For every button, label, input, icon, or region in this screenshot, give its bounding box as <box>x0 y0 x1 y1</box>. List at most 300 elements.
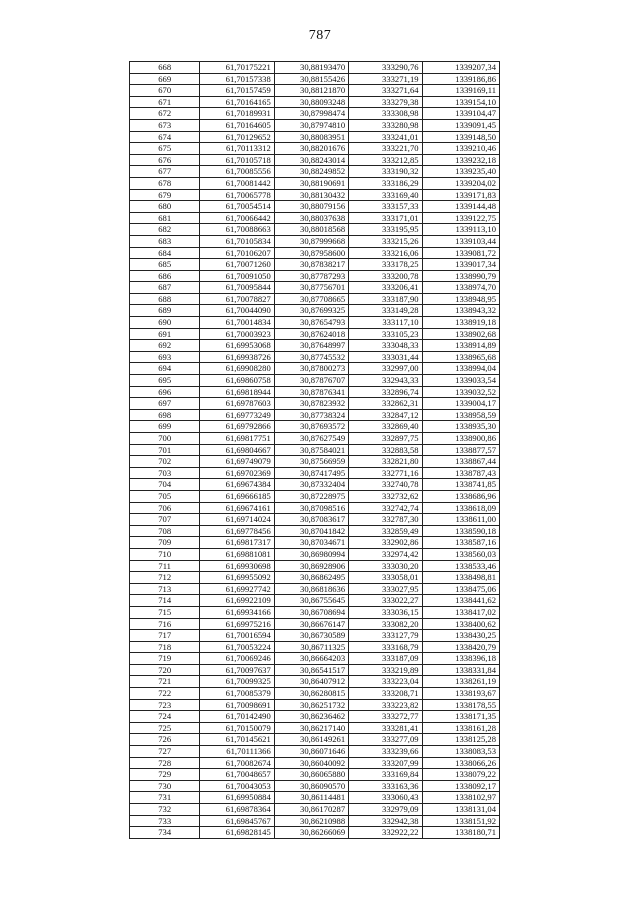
longitude-cell: 30,87876707 <box>274 375 348 387</box>
longitude-cell: 30,86280815 <box>274 688 348 700</box>
longitude-cell: 30,87974810 <box>274 119 348 131</box>
latitude-cell: 61,69845767 <box>200 815 274 827</box>
latitude-cell: 61,70082674 <box>200 757 274 769</box>
longitude-cell: 30,86170287 <box>274 804 348 816</box>
x-coordinate-cell: 332732,62 <box>349 490 422 502</box>
longitude-cell: 30,87998474 <box>274 108 348 120</box>
table-row <box>130 595 500 607</box>
latitude-cell: 61,70157338 <box>200 73 274 85</box>
latitude-cell: 61,69878364 <box>200 804 274 816</box>
table-row <box>130 85 500 97</box>
latitude-cell: 61,70175221 <box>200 62 274 74</box>
table-row <box>130 630 500 642</box>
latitude-cell: 61,69674384 <box>200 479 274 491</box>
latitude-cell: 61,70113312 <box>200 143 274 155</box>
longitude-cell: 30,88018568 <box>274 224 348 236</box>
longitude-cell: 30,87648997 <box>274 340 348 352</box>
longitude-cell: 30,86251732 <box>274 699 348 711</box>
point-number-cell: 717 <box>130 630 200 642</box>
y-coordinate-cell: 1339210,46 <box>422 143 499 155</box>
latitude-cell: 61,70157459 <box>200 85 274 97</box>
longitude-cell: 30,86217140 <box>274 722 348 734</box>
latitude-cell: 61,70098691 <box>200 699 274 711</box>
x-coordinate-cell: 333223,82 <box>349 699 422 711</box>
longitude-cell: 30,87838217 <box>274 259 348 271</box>
longitude-cell: 30,87823932 <box>274 398 348 410</box>
point-number-cell: 686 <box>130 270 200 282</box>
point-number-cell: 668 <box>130 62 200 74</box>
point-number-cell: 692 <box>130 340 200 352</box>
x-coordinate-cell: 333058,01 <box>349 572 422 584</box>
table-row <box>130 433 500 445</box>
latitude-cell: 61,69773249 <box>200 409 274 421</box>
latitude-cell: 61,70142490 <box>200 711 274 723</box>
y-coordinate-cell: 1339169,11 <box>422 85 499 97</box>
longitude-cell: 30,87708665 <box>274 293 348 305</box>
table-row <box>130 340 500 352</box>
y-coordinate-cell: 1338877,57 <box>422 444 499 456</box>
x-coordinate-cell: 333207,99 <box>349 757 422 769</box>
latitude-cell: 61,69860758 <box>200 375 274 387</box>
point-number-cell: 728 <box>130 757 200 769</box>
y-coordinate-cell: 1338533,46 <box>422 560 499 572</box>
table-row <box>130 502 500 514</box>
point-number-cell: 696 <box>130 386 200 398</box>
point-number-cell: 694 <box>130 363 200 375</box>
longitude-cell: 30,88037638 <box>274 212 348 224</box>
longitude-cell: 30,87787293 <box>274 270 348 282</box>
table-row <box>130 757 500 769</box>
table-row <box>130 444 500 456</box>
point-number-cell: 716 <box>130 618 200 630</box>
y-coordinate-cell: 1338902,68 <box>422 328 499 340</box>
table-row <box>130 583 500 595</box>
y-coordinate-cell: 1339204,02 <box>422 177 499 189</box>
point-number-cell: 706 <box>130 502 200 514</box>
longitude-cell: 30,86407912 <box>274 676 348 688</box>
point-number-cell: 679 <box>130 189 200 201</box>
table-row <box>130 456 500 468</box>
x-coordinate-cell: 333208,71 <box>349 688 422 700</box>
longitude-cell: 30,86090570 <box>274 780 348 792</box>
table-row <box>130 653 500 665</box>
latitude-cell: 61,70105834 <box>200 235 274 247</box>
longitude-cell: 30,86711325 <box>274 641 348 653</box>
x-coordinate-cell: 333280,98 <box>349 119 422 131</box>
longitude-cell: 30,88121870 <box>274 85 348 97</box>
longitude-cell: 30,87098516 <box>274 502 348 514</box>
x-coordinate-cell: 333149,28 <box>349 305 422 317</box>
longitude-cell: 30,87332404 <box>274 479 348 491</box>
x-coordinate-cell: 333186,29 <box>349 177 422 189</box>
x-coordinate-cell: 333279,38 <box>349 96 422 108</box>
y-coordinate-cell: 1338900,86 <box>422 433 499 445</box>
y-coordinate-cell: 1338396,18 <box>422 653 499 665</box>
x-coordinate-cell: 333221,70 <box>349 143 422 155</box>
latitude-cell: 61,70088663 <box>200 224 274 236</box>
table-row <box>130 792 500 804</box>
y-coordinate-cell: 1338611,00 <box>422 514 499 526</box>
x-coordinate-cell: 333127,79 <box>349 630 422 642</box>
table-row <box>130 514 500 526</box>
x-coordinate-cell: 333187,09 <box>349 653 422 665</box>
point-number-cell: 709 <box>130 537 200 549</box>
latitude-cell: 61,69674161 <box>200 502 274 514</box>
latitude-cell: 61,70164165 <box>200 96 274 108</box>
coordinate-table-body <box>130 62 500 839</box>
point-number-cell: 721 <box>130 676 200 688</box>
x-coordinate-cell: 333157,33 <box>349 201 422 213</box>
y-coordinate-cell: 1338066,26 <box>422 757 499 769</box>
point-number-cell: 712 <box>130 572 200 584</box>
latitude-cell: 61,69953068 <box>200 340 274 352</box>
point-number-cell: 707 <box>130 514 200 526</box>
latitude-cell: 61,69938726 <box>200 351 274 363</box>
point-number-cell: 733 <box>130 815 200 827</box>
latitude-cell: 61,70071260 <box>200 259 274 271</box>
latitude-cell: 61,70164605 <box>200 119 274 131</box>
x-coordinate-cell: 332883,58 <box>349 444 422 456</box>
y-coordinate-cell: 1339032,52 <box>422 386 499 398</box>
x-coordinate-cell: 333030,20 <box>349 560 422 572</box>
point-number-cell: 687 <box>130 282 200 294</box>
x-coordinate-cell: 333290,76 <box>349 62 422 74</box>
point-number-cell: 724 <box>130 711 200 723</box>
point-number-cell: 697 <box>130 398 200 410</box>
table-row <box>130 398 500 410</box>
x-coordinate-cell: 333195,95 <box>349 224 422 236</box>
x-coordinate-cell: 332821,80 <box>349 456 422 468</box>
y-coordinate-cell: 1338560,03 <box>422 548 499 560</box>
y-coordinate-cell: 1338990,79 <box>422 270 499 282</box>
point-number-cell: 705 <box>130 490 200 502</box>
x-coordinate-cell: 333200,78 <box>349 270 422 282</box>
longitude-cell: 30,87584021 <box>274 444 348 456</box>
y-coordinate-cell: 1338131,04 <box>422 804 499 816</box>
latitude-cell: 61,69804667 <box>200 444 274 456</box>
x-coordinate-cell: 332740,78 <box>349 479 422 491</box>
y-coordinate-cell: 1338102,97 <box>422 792 499 804</box>
table-row <box>130 328 500 340</box>
point-number-cell: 710 <box>130 548 200 560</box>
x-coordinate-cell: 332869,40 <box>349 421 422 433</box>
table-row <box>130 746 500 758</box>
y-coordinate-cell: 1338193,67 <box>422 688 499 700</box>
longitude-cell: 30,86928906 <box>274 560 348 572</box>
table-row <box>130 676 500 688</box>
point-number-cell: 729 <box>130 769 200 781</box>
x-coordinate-cell: 333169,40 <box>349 189 422 201</box>
latitude-cell: 61,69930698 <box>200 560 274 572</box>
table-row <box>130 247 500 259</box>
point-number-cell: 708 <box>130 525 200 537</box>
table-row <box>130 166 500 178</box>
x-coordinate-cell: 333022,27 <box>349 595 422 607</box>
y-coordinate-cell: 1338083,53 <box>422 746 499 758</box>
longitude-cell: 30,86210988 <box>274 815 348 827</box>
y-coordinate-cell: 1338867,44 <box>422 456 499 468</box>
x-coordinate-cell: 333271,19 <box>349 73 422 85</box>
point-number-cell: 677 <box>130 166 200 178</box>
point-number-cell: 731 <box>130 792 200 804</box>
latitude-cell: 61,70189931 <box>200 108 274 120</box>
y-coordinate-cell: 1338441,62 <box>422 595 499 607</box>
y-coordinate-cell: 1338151,92 <box>422 815 499 827</box>
longitude-cell: 30,87958600 <box>274 247 348 259</box>
y-coordinate-cell: 1338261,19 <box>422 676 499 688</box>
table-row <box>130 560 500 572</box>
point-number-cell: 676 <box>130 154 200 166</box>
point-number-cell: 673 <box>130 119 200 131</box>
latitude-cell: 61,70106207 <box>200 247 274 259</box>
point-number-cell: 722 <box>130 688 200 700</box>
table-row <box>130 351 500 363</box>
table-row <box>130 293 500 305</box>
y-coordinate-cell: 1339171,83 <box>422 189 499 201</box>
x-coordinate-cell: 333216,06 <box>349 247 422 259</box>
latitude-cell: 61,69666185 <box>200 490 274 502</box>
table-row <box>130 154 500 166</box>
latitude-cell: 61,69975216 <box>200 618 274 630</box>
longitude-cell: 30,88190691 <box>274 177 348 189</box>
point-number-cell: 678 <box>130 177 200 189</box>
table-row <box>130 108 500 120</box>
longitude-cell: 30,87999668 <box>274 235 348 247</box>
y-coordinate-cell: 1339004,17 <box>422 398 499 410</box>
table-row <box>130 722 500 734</box>
longitude-cell: 30,88079156 <box>274 201 348 213</box>
table-row <box>130 479 500 491</box>
x-coordinate-cell: 333048,33 <box>349 340 422 352</box>
longitude-cell: 30,87627549 <box>274 433 348 445</box>
y-coordinate-cell: 1338787,43 <box>422 467 499 479</box>
longitude-cell: 30,88193470 <box>274 62 348 74</box>
page-number: 787 <box>308 28 332 43</box>
latitude-cell: 61,69950884 <box>200 792 274 804</box>
y-coordinate-cell: 1338171,35 <box>422 711 499 723</box>
latitude-cell: 61,69934166 <box>200 606 274 618</box>
table-row <box>130 467 500 479</box>
longitude-cell: 30,87083617 <box>274 514 348 526</box>
table-row <box>130 96 500 108</box>
y-coordinate-cell: 1338331,84 <box>422 664 499 676</box>
point-number-cell: 727 <box>130 746 200 758</box>
point-number-cell: 714 <box>130 595 200 607</box>
table-row <box>130 73 500 85</box>
latitude-cell: 61,70014834 <box>200 317 274 329</box>
x-coordinate-cell: 333241,01 <box>349 131 422 143</box>
longitude-cell: 30,87738324 <box>274 409 348 421</box>
table-row <box>130 409 500 421</box>
point-number-cell: 700 <box>130 433 200 445</box>
point-number-cell: 670 <box>130 85 200 97</box>
x-coordinate-cell: 333178,25 <box>349 259 422 271</box>
longitude-cell: 30,87745532 <box>274 351 348 363</box>
y-coordinate-cell: 1338935,30 <box>422 421 499 433</box>
x-coordinate-cell: 332771,16 <box>349 467 422 479</box>
longitude-cell: 30,86236462 <box>274 711 348 723</box>
table-row <box>130 259 500 271</box>
x-coordinate-cell: 333212,85 <box>349 154 422 166</box>
y-coordinate-cell: 1339232,18 <box>422 154 499 166</box>
point-number-cell: 713 <box>130 583 200 595</box>
y-coordinate-cell: 1338180,71 <box>422 827 499 839</box>
x-coordinate-cell: 332979,09 <box>349 804 422 816</box>
y-coordinate-cell: 1339144,48 <box>422 201 499 213</box>
latitude-cell: 61,69955092 <box>200 572 274 584</box>
point-number-cell: 683 <box>130 235 200 247</box>
latitude-cell: 61,70048657 <box>200 769 274 781</box>
x-coordinate-cell: 332942,38 <box>349 815 422 827</box>
latitude-cell: 61,69818944 <box>200 386 274 398</box>
table-row <box>130 804 500 816</box>
x-coordinate-cell: 333308,98 <box>349 108 422 120</box>
latitude-cell: 61,70099325 <box>200 676 274 688</box>
latitude-cell: 61,70105718 <box>200 154 274 166</box>
longitude-cell: 30,88130432 <box>274 189 348 201</box>
x-coordinate-cell: 333168,79 <box>349 641 422 653</box>
table-row <box>130 177 500 189</box>
longitude-cell: 30,86065880 <box>274 769 348 781</box>
table-row <box>130 490 500 502</box>
latitude-cell: 61,69828145 <box>200 827 274 839</box>
x-coordinate-cell: 332787,30 <box>349 514 422 526</box>
table-row <box>130 699 500 711</box>
latitude-cell: 61,69922109 <box>200 595 274 607</box>
table-row <box>130 235 500 247</box>
table-row <box>130 572 500 584</box>
y-coordinate-cell: 1338965,68 <box>422 351 499 363</box>
x-coordinate-cell: 333215,26 <box>349 235 422 247</box>
longitude-cell: 30,86708694 <box>274 606 348 618</box>
x-coordinate-cell: 333223,04 <box>349 676 422 688</box>
y-coordinate-cell: 1338948,95 <box>422 293 499 305</box>
point-number-cell: 726 <box>130 734 200 746</box>
table-row <box>130 363 500 375</box>
y-coordinate-cell: 1338079,22 <box>422 769 499 781</box>
point-number-cell: 682 <box>130 224 200 236</box>
y-coordinate-cell: 1338958,59 <box>422 409 499 421</box>
point-number-cell: 734 <box>130 827 200 839</box>
latitude-cell: 61,70044090 <box>200 305 274 317</box>
latitude-cell: 61,70095844 <box>200 282 274 294</box>
latitude-cell: 61,69792866 <box>200 421 274 433</box>
point-number-cell: 698 <box>130 409 200 421</box>
table-row <box>130 688 500 700</box>
point-number-cell: 685 <box>130 259 200 271</box>
longitude-cell: 30,86266069 <box>274 827 348 839</box>
point-number-cell: 703 <box>130 467 200 479</box>
y-coordinate-cell: 1339091,45 <box>422 119 499 131</box>
point-number-cell: 674 <box>130 131 200 143</box>
latitude-cell: 61,70065778 <box>200 189 274 201</box>
x-coordinate-cell: 333060,43 <box>349 792 422 804</box>
point-number-cell: 718 <box>130 641 200 653</box>
point-number-cell: 690 <box>130 317 200 329</box>
y-coordinate-cell: 1338974,70 <box>422 282 499 294</box>
point-number-cell: 693 <box>130 351 200 363</box>
longitude-cell: 30,87654793 <box>274 317 348 329</box>
x-coordinate-cell: 332943,33 <box>349 375 422 387</box>
point-number-cell: 702 <box>130 456 200 468</box>
longitude-cell: 30,88243014 <box>274 154 348 166</box>
x-coordinate-cell: 332847,12 <box>349 409 422 421</box>
longitude-cell: 30,86541517 <box>274 664 348 676</box>
y-coordinate-cell: 1339033,54 <box>422 375 499 387</box>
y-coordinate-cell: 1339148,50 <box>422 131 499 143</box>
point-number-cell: 680 <box>130 201 200 213</box>
latitude-cell: 61,69817751 <box>200 433 274 445</box>
y-coordinate-cell: 1338161,28 <box>422 722 499 734</box>
point-number-cell: 699 <box>130 421 200 433</box>
y-coordinate-cell: 1339122,75 <box>422 212 499 224</box>
longitude-cell: 30,86730589 <box>274 630 348 642</box>
x-coordinate-cell: 333281,41 <box>349 722 422 734</box>
point-number-cell: 730 <box>130 780 200 792</box>
latitude-cell: 61,70066442 <box>200 212 274 224</box>
table-row <box>130 618 500 630</box>
point-number-cell: 688 <box>130 293 200 305</box>
y-coordinate-cell: 1338092,17 <box>422 780 499 792</box>
y-coordinate-cell: 1338587,16 <box>422 537 499 549</box>
longitude-cell: 30,87041842 <box>274 525 348 537</box>
y-coordinate-cell: 1339104,47 <box>422 108 499 120</box>
table-row <box>130 201 500 213</box>
y-coordinate-cell: 1339103,44 <box>422 235 499 247</box>
point-number-cell: 689 <box>130 305 200 317</box>
longitude-cell: 30,87699325 <box>274 305 348 317</box>
point-number-cell: 695 <box>130 375 200 387</box>
table-row <box>130 606 500 618</box>
x-coordinate-cell: 332896,74 <box>349 386 422 398</box>
table-row <box>130 548 500 560</box>
longitude-cell: 30,87417495 <box>274 467 348 479</box>
longitude-cell: 30,88249852 <box>274 166 348 178</box>
latitude-cell: 61,70043053 <box>200 780 274 792</box>
latitude-cell: 61,69714024 <box>200 514 274 526</box>
longitude-cell: 30,86149261 <box>274 734 348 746</box>
latitude-cell: 61,70053224 <box>200 641 274 653</box>
longitude-cell: 30,87876341 <box>274 386 348 398</box>
latitude-cell: 61,69749079 <box>200 456 274 468</box>
y-coordinate-cell: 1338590,18 <box>422 525 499 537</box>
y-coordinate-cell: 1338400,62 <box>422 618 499 630</box>
x-coordinate-cell: 333190,32 <box>349 166 422 178</box>
point-number-cell: 684 <box>130 247 200 259</box>
table-row <box>130 305 500 317</box>
table-row <box>130 641 500 653</box>
x-coordinate-cell: 333219,89 <box>349 664 422 676</box>
longitude-cell: 30,86114481 <box>274 792 348 804</box>
x-coordinate-cell: 332897,75 <box>349 433 422 445</box>
latitude-cell: 61,70085379 <box>200 688 274 700</box>
x-coordinate-cell: 332997,00 <box>349 363 422 375</box>
point-number-cell: 691 <box>130 328 200 340</box>
y-coordinate-cell: 1338943,32 <box>422 305 499 317</box>
y-coordinate-cell: 1338498,81 <box>422 572 499 584</box>
y-coordinate-cell: 1338125,28 <box>422 734 499 746</box>
x-coordinate-cell: 332922,22 <box>349 827 422 839</box>
table-row <box>130 769 500 781</box>
y-coordinate-cell: 1338994,04 <box>422 363 499 375</box>
y-coordinate-cell: 1338741,85 <box>422 479 499 491</box>
y-coordinate-cell: 1338475,06 <box>422 583 499 595</box>
y-coordinate-cell: 1338919,18 <box>422 317 499 329</box>
y-coordinate-cell: 1339154,10 <box>422 96 499 108</box>
latitude-cell: 61,69927742 <box>200 583 274 595</box>
table-row <box>130 317 500 329</box>
latitude-cell: 61,70085556 <box>200 166 274 178</box>
